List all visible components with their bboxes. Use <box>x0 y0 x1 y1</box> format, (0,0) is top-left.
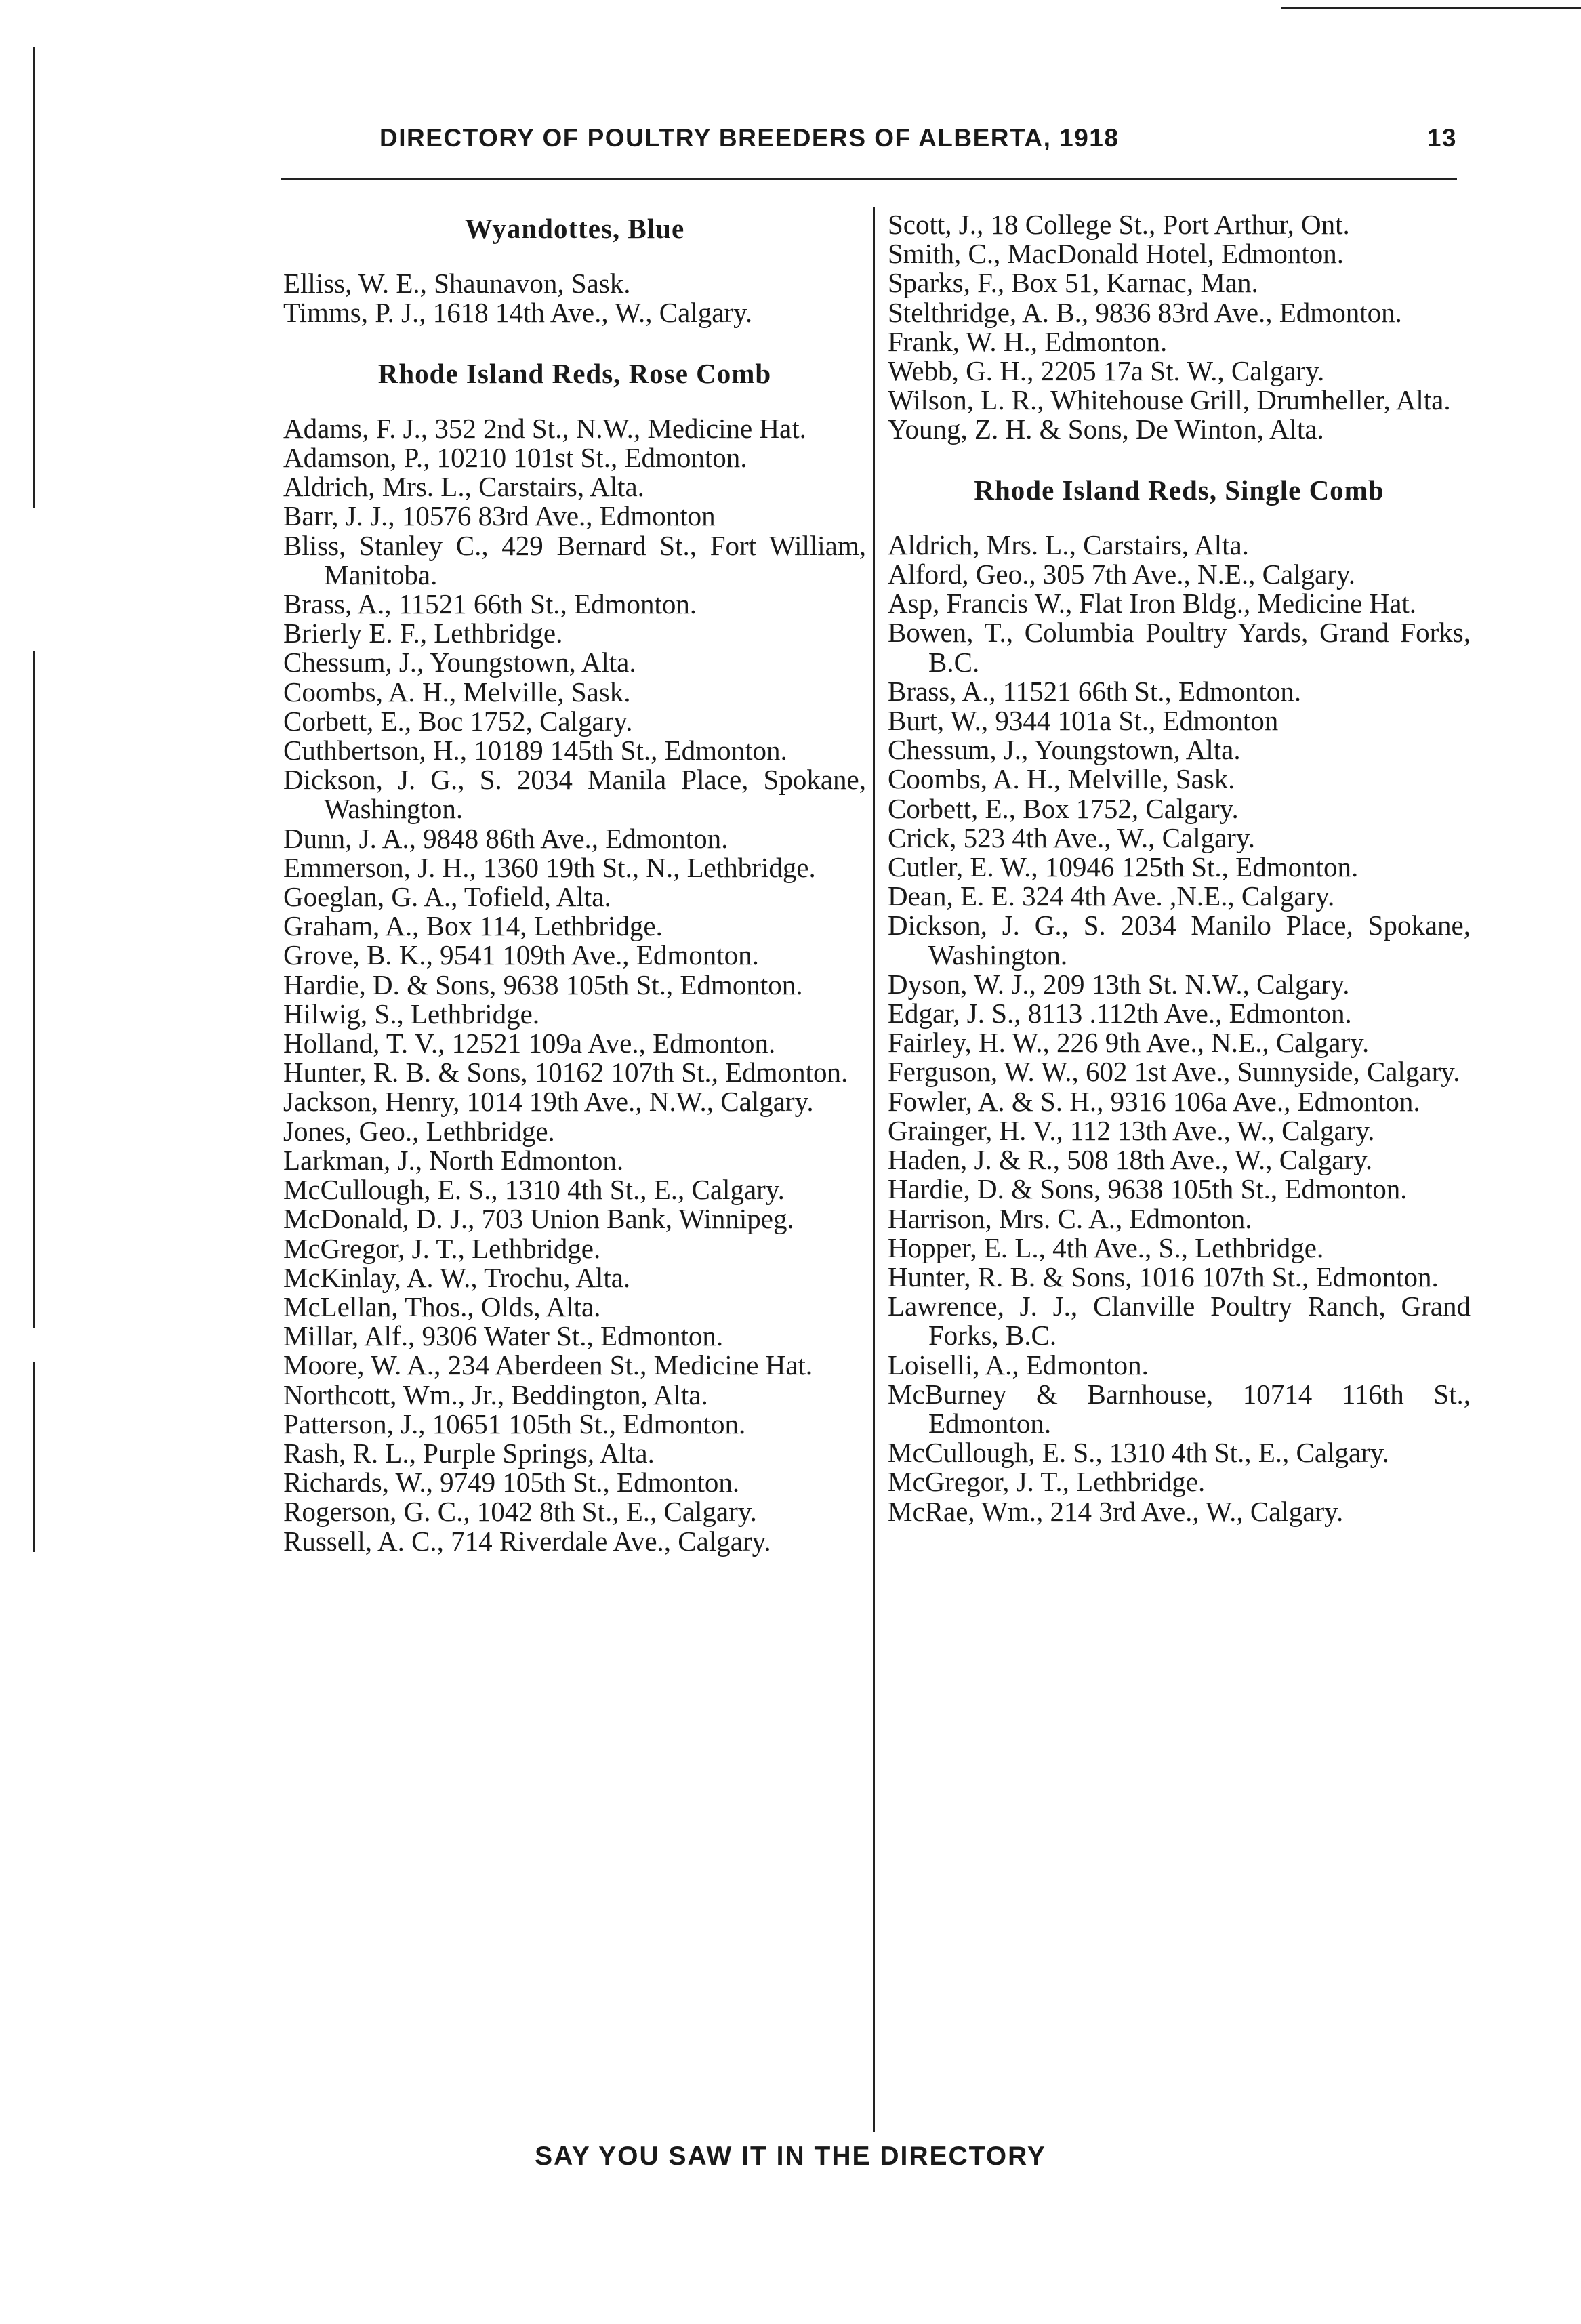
list-item: McRae, Wm., 214 3rd Ave., W., Calgary. <box>888 1495 1344 1527</box>
list-item: Richards, W., 9749 105th St., Edmonton. <box>283 1467 740 1499</box>
list-item: Elliss, W. E., Shaunavon, Sask. <box>283 268 631 300</box>
list-item: Loiselli, A., Edmonton. <box>888 1349 1149 1381</box>
page-footer: SAY YOU SAW IT IN THE DIRECTORY <box>535 2142 1046 2171</box>
list-item: Fairley, H. W., 226 9th Ave., N.E., Calgary. <box>888 1027 1370 1059</box>
list-item: Grove, B. K., 9541 109th Ave., Edmonton. <box>283 939 759 971</box>
list-item: Northcott, Wm., Jr., Beddington, Alta. <box>283 1379 708 1410</box>
list-item: Corbett, E., Boc 1752, Calgary. <box>283 705 633 737</box>
binding-margin-line <box>33 47 35 508</box>
list-item: Larkman, J., North Edmonton. <box>283 1144 624 1176</box>
list-item: McCullough, E. S., 1310 4th St., E., Calgary. <box>888 1437 1389 1469</box>
list-item: Patterson, J., 10651 105th St., Edmonton. <box>283 1408 746 1440</box>
list-item: Holland, T. V., 12521 109a Ave., Edmonton. <box>283 1027 776 1059</box>
column-divider <box>873 207 875 2132</box>
section-entries <box>888 531 1471 1526</box>
list-item: Ferguson, W. W., 602 1st Ave., Sunnyside, Calgary. <box>888 1056 1460 1088</box>
list-item: Barr, J. J., 10576 83rd Ave., Edmonton <box>283 500 716 532</box>
list-item: Harrison, Mrs. C. A., Edmonton. <box>888 1202 1252 1234</box>
list-item: Brierly E. F., Lethbridge. <box>283 617 563 649</box>
section-entries <box>888 210 1471 445</box>
list-item: Smith, C., MacDonald Hotel, Edmonton. <box>888 238 1344 270</box>
right-column <box>888 210 1471 1526</box>
list-item: Young, Z. H. & Sons, De Winton, Alta. <box>888 413 1324 445</box>
list-item: Jackson, Henry, 1014 19th Ave., N.W., Calgary. <box>283 1086 814 1118</box>
list-item: Adams, F. J., 352 2nd St., N.W., Medicine Hat. <box>283 412 806 444</box>
list-item: Alford, Geo., 305 7th Ave., N.E., Calgary. <box>888 558 1356 590</box>
list-item: Hunter, R. B. & Sons, 10162 107th St., Edmonton. <box>283 1057 848 1088</box>
list-item: Dickson, J. G., S. 2034 Manilo Place, Spokane, Washington. <box>888 910 1471 971</box>
page-number: 13 <box>1426 124 1457 152</box>
list-item: McDonald, D. J., 703 Union Bank, Winnipeg. <box>283 1203 794 1235</box>
left-column <box>283 210 866 1556</box>
list-item: Aldrich, Mrs. L., Carstairs, Alta. <box>888 529 1249 560</box>
list-item: Dyson, W. J., 209 13th St. N.W., Calgary. <box>888 968 1350 1000</box>
list-item: Edgar, J. S., 8113 .112th Ave., Edmonton. <box>888 998 1352 1030</box>
list-item: Chessum, J., Youngstown, Alta. <box>283 647 636 678</box>
list-item: Webb, G. H., 2205 17a St. W., Calgary. <box>888 355 1325 387</box>
list-item: McGregor, J. T., Lethbridge. <box>283 1232 601 1264</box>
list-item: Corbett, E., Box 1752, Calgary. <box>888 792 1239 824</box>
list-item: McBurney & Barnhouse, 10714 116th St., Edmonton. <box>888 1378 1471 1439</box>
list-item: Dunn, J. A., 9848 86th Ave., Edmonton. <box>283 822 728 854</box>
section-entries <box>283 269 866 327</box>
section-entries <box>283 414 866 1556</box>
list-item: Aldrich, Mrs. L., Carstairs, Alta. <box>283 471 644 503</box>
binding-margin-line <box>33 1362 35 1552</box>
section-heading: Wyandottes, Blue <box>464 213 685 244</box>
section-heading: Rhode Island Reds, Single Comb <box>974 474 1384 506</box>
list-item: Cutler, E. W., 10946 125th St., Edmonton. <box>888 851 1359 883</box>
list-item: Haden, J. & R., 508 18th Ave., W., Calgary. <box>888 1144 1373 1176</box>
list-item: Sparks, F., Box 51, Karnac, Man. <box>888 267 1258 299</box>
list-item: Chessum, J., Youngstown, Alta. <box>888 734 1241 766</box>
list-item: Goeglan, G. A., Tofield, Alta. <box>283 881 611 913</box>
list-item: Russell, A. C., 714 Riverdale Ave., Calgary. <box>283 1525 771 1557</box>
list-item: Bowen, T., Columbia Poultry Yards, Grand Forks, B.C. <box>888 617 1471 678</box>
list-item: Dickson, J. G., S. 2034 Manila Place, Spokane, Washington. <box>283 764 866 825</box>
list-item: Coombs, A. H., Melville, Sask. <box>283 676 631 708</box>
list-item: Dean, E. E. 324 4th Ave. ,N.E., Calgary. <box>888 880 1335 912</box>
list-item: Coombs, A. H., Melville, Sask. <box>888 763 1235 795</box>
list-item: McLellan, Thos., Olds, Alta. <box>283 1290 601 1322</box>
list-item: Timms, P. J., 1618 14th Ave., W., Calgary. <box>283 297 753 329</box>
list-item: Moore, W. A., 234 Aberdeen St., Medicine Hat. <box>283 1349 813 1381</box>
list-item: Frank, W. H., Edmonton. <box>888 325 1168 357</box>
page-title: DIRECTORY OF POULTRY BREEDERS OF ALBERTA, 1918 <box>379 124 1120 152</box>
list-item: McCullough, E. S., 1310 4th St., E., Calgary. <box>283 1174 785 1206</box>
list-item: Brass, A., 11521 66th St., Edmonton. <box>888 675 1302 707</box>
list-item: Cuthbertson, H., 10189 145th St., Edmonton. <box>283 735 787 767</box>
list-item: Emmerson, J. H., 1360 19th St., N., Lethbridge. <box>283 851 816 883</box>
list-item: Hopper, E. L., 4th Ave., S., Lethbridge. <box>888 1231 1324 1263</box>
list-item: Crick, 523 4th Ave., W., Calgary. <box>888 821 1256 853</box>
list-item: McGregor, J. T., Lethbridge. <box>888 1466 1206 1498</box>
list-item: Stelthridge, A. B., 9836 83rd Ave., Edmonton. <box>888 296 1402 328</box>
list-item: Millar, Alf., 9306 Water St., Edmonton. <box>283 1320 724 1352</box>
list-item: Grainger, H. V., 112 13th Ave., W., Calgary. <box>888 1114 1375 1146</box>
list-item: Rogerson, G. C., 1042 8th St., E., Calgary. <box>283 1496 757 1528</box>
binding-margin-line <box>33 651 35 1328</box>
list-item: Brass, A., 11521 66th St., Edmonton. <box>283 588 697 620</box>
list-item: Scott, J., 18 College St., Port Arthur, Ont. <box>888 209 1350 240</box>
header-rule <box>281 178 1457 180</box>
top-edge-rule <box>1281 7 1581 9</box>
list-item: Hardie, D. & Sons, 9638 105th St., Edmonton. <box>283 969 803 1000</box>
list-item: Burt, W., 9344 101a St., Edmonton <box>888 705 1279 737</box>
list-item: Fowler, A. & S. H., 9316 106a Ave., Edmonton. <box>888 1085 1420 1117</box>
list-item: Asp, Francis W., Flat Iron Bldg., Medicine Hat. <box>888 588 1417 619</box>
list-item: Graham, A., Box 114, Lethbridge. <box>283 910 663 942</box>
list-item: McKinlay, A. W., Trochu, Alta. <box>283 1261 631 1293</box>
list-item: Rash, R. L., Purple Springs, Alta. <box>283 1437 655 1469</box>
list-item: Hilwig, S., Lethbridge. <box>283 998 540 1030</box>
page-header <box>379 124 1457 165</box>
section-heading: Rhode Island Reds, Rose Comb <box>377 357 772 389</box>
list-item: Bliss, Stanley C., 429 Bernard St., Fort William, Manitoba. <box>283 529 866 590</box>
list-item: Hardie, D. & Sons, 9638 105th St., Edmonton. <box>888 1173 1408 1205</box>
list-item: Hunter, R. B. & Sons, 1016 107th St., Edmonton. <box>888 1261 1439 1292</box>
list-item: Jones, Geo., Lethbridge. <box>283 1115 555 1147</box>
list-item: Adamson, P., 10210 101st St., Edmonton. <box>283 442 747 474</box>
list-item: Lawrence, J. J., Clanville Poultry Ranch, Grand Forks, B.C. <box>888 1290 1471 1351</box>
list-item: Wilson, L. R., Whitehouse Grill, Drumheller, Alta. <box>888 384 1451 416</box>
